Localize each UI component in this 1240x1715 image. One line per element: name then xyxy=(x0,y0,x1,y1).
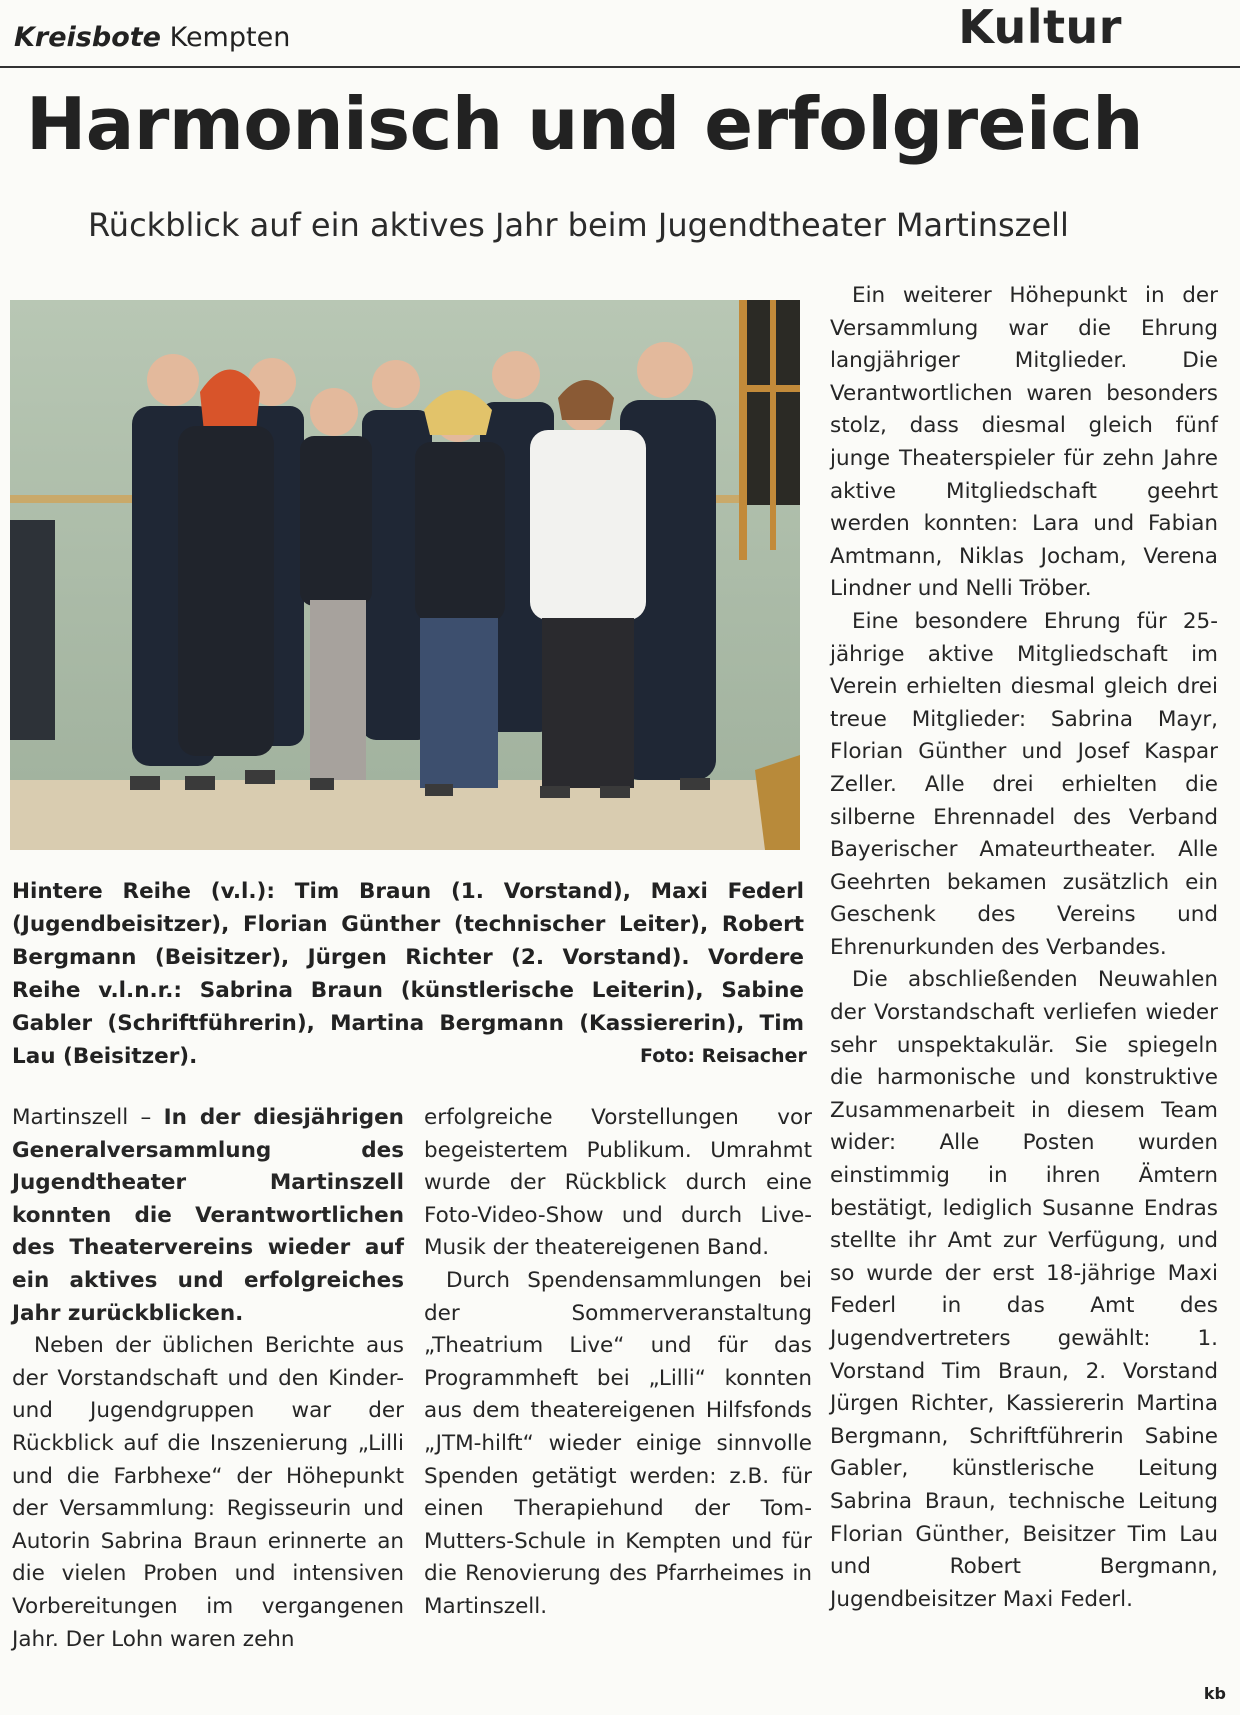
article-paragraph-5: Die abschließenden Neuwahlen der Vorstandschaft verliefen wieder sehr unspektakulär. Sie spiegeln die harmonische und konstruktive Zusammenarbeit in diesem Team wider: Alle Posten wurden einstimmig in ihren Ämtern bestätigt, lediglich Susanne Endras stellte ihr Amt zur Verfügung, und so wurde der erst 18-jährige Maxi Federl in das Amt des Jugendvertreters gewählt: 1. Vorstand Tim Braun, 2. Vorstand Jürgen Richter, Kassiererin Martina Bergmann, Schriftführerin Sabine Gabler, künstlerische Leitung Sabrina Braun, technische Leitung Florian Günther, Beisitzer Tim Lau und Robert Bergmann, Jugendbeisitzer Maxi Federl. xyxy=(830,967,1218,1612)
article-paragraph-1-continued: erfolgreiche Vorstellungen vor begeistertem Publikum. Umrahmt wurde der Rückblick durch eine Foto-Video-Show und durch Live-Musik der theatereigenen Band. xyxy=(424,1105,812,1261)
photo-credit: Foto: Reisacher xyxy=(640,1045,807,1067)
article-paragraph-2: Durch Spendensammlungen bei der Sommerveranstaltung „Theatrium Live“ und für das Programmheft bei „Lilli“ konnten aus dem theatereigenen Hilfsfonds „JTM-hilft“ wieder einige sinnvolle Spenden getätigt werden: z.B. für einen Therapiehund der Tom-Mutters-Schule in Kempten und für die Renovierung des Pfarrheimes in Martinszell. xyxy=(424,1267,812,1619)
paper-brand: Kreisbote xyxy=(14,22,161,53)
article-paragraph-1: Neben der üblichen Berichte aus der Vorstandschaft und den Kinder- und Jugendgruppen war der Rückblick auf die Inszenierung „Lilli und die Farbhexe“ der Höhepunkt der Versammlung: Regisseurin und Autorin Sabrina Braun erinnerte an die vielen Proben und intensiven Vorbereitungen im vergangenen Jahr. Der Lohn waren zehn xyxy=(12,1333,404,1652)
article-paragraph-4: Eine besondere Ehrung für 25-jährige aktive Mitgliedschaft im Verein erhielten diesmal gleich drei treue Mitglieder: Sabrina Mayr, Florian Günther und Josef Kaspar Zeller. Alle drei erhielten die silberne Ehrennadel des Verband Bayerischer Amateurtheater. Alle Geehrten bekamen zusätzlich ein Geschenk des Vereins und Ehrenurkunden des Verbandes. xyxy=(830,608,1218,960)
masthead-paper-name xyxy=(14,22,290,53)
article-headline: Harmonisch und erfolgreich xyxy=(26,82,1144,166)
section-title: Kultur xyxy=(958,0,1122,54)
article-column-1 xyxy=(12,1102,404,1656)
article-column-2 xyxy=(424,1102,812,1624)
article-dateline: Martinszell – xyxy=(12,1105,164,1130)
article-subheadline: Rückblick auf ein aktives Jahr beim Jugendtheater Martinszell xyxy=(88,206,1069,244)
article-column-3 xyxy=(830,280,1218,1616)
article-lead: In der diesjährigen Generalversammlung des Jugendtheater Martinszell konnten die Verantwortlichen des Theatervereins wieder auf ein aktives und erfolgreiches Jahr zurückblicken. xyxy=(12,1105,404,1326)
photo-caption: Hintere Reihe (v.l.): Tim Braun (1. Vorstand), Maxi Federl (Jugendbeisitzer), Florian Günther (technischer Leiter), Robert Bergmann (Beisitzer), Jürgen Richter (2. Vorstand). Vordere Reihe v.l.n.r.: Sabrina Braun (künstlerische Leiterin), Sabine Gabler (Schriftführerin), Martina Bergmann (Kassiererin), Tim Lau (Beisitzer). xyxy=(12,879,804,1069)
group-photo xyxy=(10,300,800,850)
article-paragraph-3: Ein weiterer Höhepunkt in der Versammlung war die Ehrung langjähriger Mitglieder. Die Verantwortlichen waren besonders stolz, dass diesmal gleich fünf junge Theaterspieler für zehn Jahre aktive Mitgliedschaft geehrt werden konnten: Lara und Fabian Amtmann, Niklas Jocham, Verena Lindner und Nelli Tröber. xyxy=(830,283,1218,602)
article-lead-paragraph xyxy=(12,1102,404,1330)
masthead-divider xyxy=(0,66,1240,68)
author-tag: kb xyxy=(1203,1684,1226,1703)
paper-city: Kempten xyxy=(169,22,291,53)
